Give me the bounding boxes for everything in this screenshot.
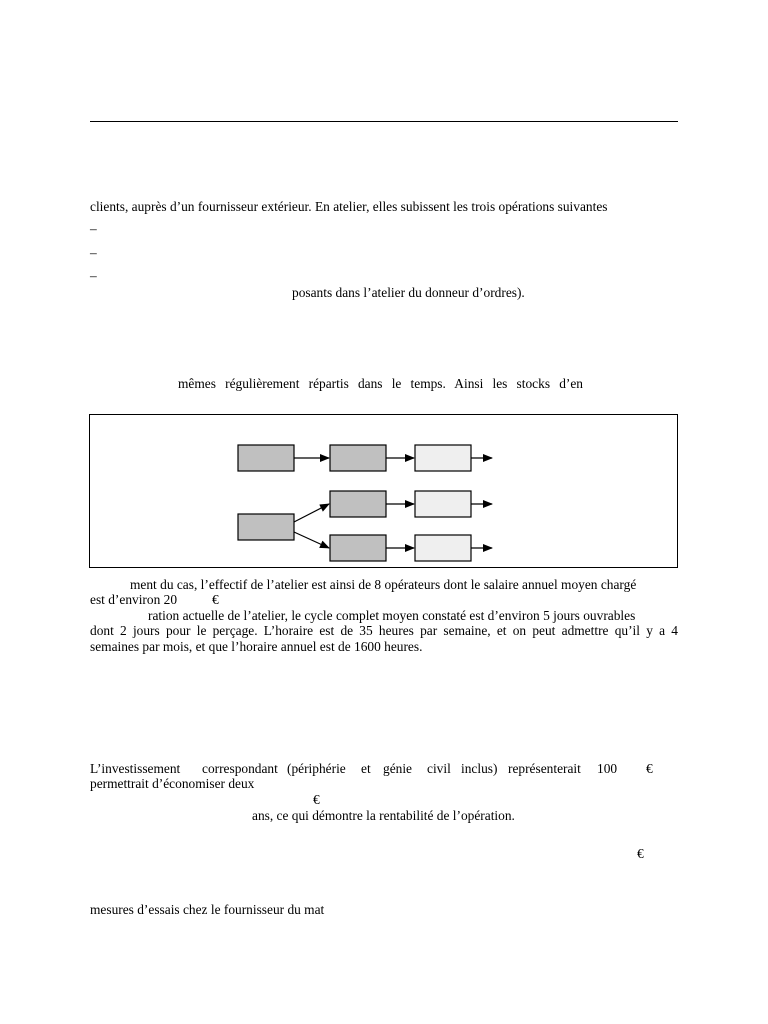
process-box xyxy=(415,445,471,471)
process-flow-diagram xyxy=(89,414,678,568)
process-box xyxy=(415,535,471,561)
paragraph-line: permettrait d’économiser deux xyxy=(90,776,255,791)
paragraph-word: représenterait xyxy=(508,761,581,776)
process-box xyxy=(415,491,471,517)
paragraph-word: correspondant xyxy=(202,761,278,776)
process-box xyxy=(330,535,386,561)
list-dash: – xyxy=(90,221,97,236)
list-dash: – xyxy=(90,245,97,260)
paragraph-word: génie xyxy=(383,761,412,776)
paragraph-line: ment du cas, l’effectif de l’atelier est ainsi de 8 opérateurs dont le salaire annuel moyen chargé xyxy=(130,577,637,592)
paragraph-line: dont 2 jours pour le perçage. L’horaire est de 35 heures par semaine, et on peut admettre qu’il y a 4 xyxy=(90,623,678,638)
paragraph-line: ans, ce qui démontre la rentabilité de l’opération. xyxy=(252,808,515,823)
process-box xyxy=(238,514,294,540)
paragraph-word: (périphérie xyxy=(287,761,346,776)
euro-symbol: € xyxy=(637,846,644,861)
paragraph-word: 100 xyxy=(597,761,618,776)
paragraph-line: est d’environ 20 xyxy=(90,592,178,607)
flow-arrow xyxy=(294,532,329,548)
paragraph-line: ration actuelle de l’atelier, le cycle complet moyen constaté est d’environ 5 jours ouvrables xyxy=(148,608,636,623)
flow-diagram-svg xyxy=(90,415,679,569)
process-box xyxy=(238,445,294,471)
euro-symbol: € xyxy=(646,761,653,776)
paragraph-line: mêmes régulièrement répartis dans le temps. Ainsi les stocks d’en xyxy=(178,376,583,391)
paragraph-line: semaines par mois, et que l’horaire annuel est de 1600 heures. xyxy=(90,639,423,654)
euro-symbol: € xyxy=(212,592,219,607)
header-rule xyxy=(90,121,678,122)
process-box xyxy=(330,491,386,517)
paragraph-line: clients, auprès d’un fournisseur extérieur. En atelier, elles subissent les trois opérations suivantes xyxy=(90,199,608,214)
paragraph-word: civil xyxy=(427,761,451,776)
process-box xyxy=(330,445,386,471)
paragraph-word: inclus) xyxy=(461,761,498,776)
euro-symbol: € xyxy=(313,792,320,807)
paragraph-word: L’investissement xyxy=(90,761,181,776)
paragraph-line: mesures d’essais chez le fournisseur du mat xyxy=(90,902,325,917)
list-dash: – xyxy=(90,268,97,283)
paragraph-line: posants dans l’atelier du donneur d’ordres). xyxy=(292,285,525,300)
paragraph-word: et xyxy=(361,761,371,776)
flow-arrow xyxy=(294,504,329,522)
